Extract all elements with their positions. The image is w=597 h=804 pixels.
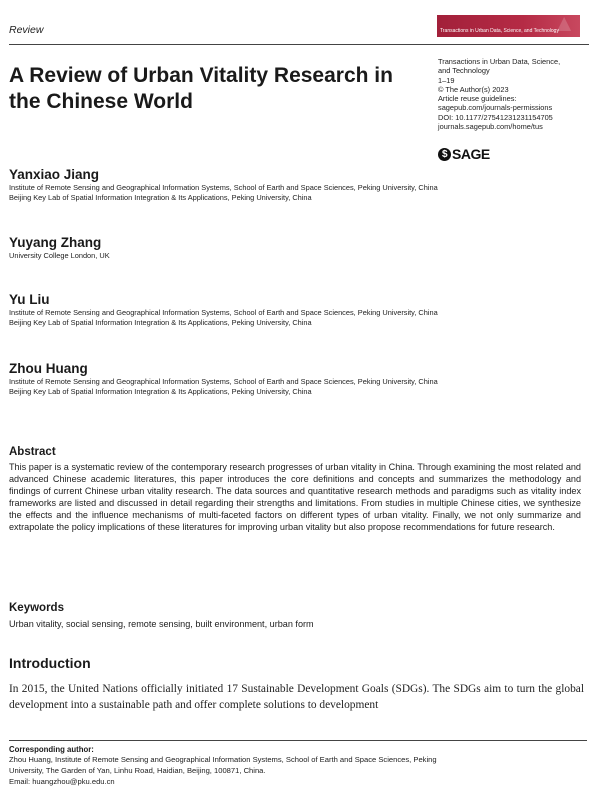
- author-name: Zhou Huang: [9, 361, 88, 376]
- author-affiliation: Institute of Remote Sensing and Geographical Information Systems, School of Earth and Space Sciences, Peking University, China: [9, 377, 438, 386]
- journal-home-link[interactable]: journals.sagepub.com/home/tus: [438, 122, 543, 132]
- meta-line: Article reuse guidelines:: [438, 94, 517, 104]
- article-type-label: Review: [9, 24, 44, 36]
- corresponding-email[interactable]: Email: huangzhou@pku.edu.cn: [9, 776, 115, 786]
- meta-copyright: © The Author(s) 2023: [438, 84, 509, 94]
- banner-decoration-icon: ▲: [552, 15, 576, 37]
- meta-line: and Technology: [438, 66, 490, 76]
- paper-title: A Review of Urban Vitality Research in the Chinese World: [9, 64, 393, 113]
- author-affiliation: Beijing Key Lab of Spatial Information Integration & Its Applications, Peking University, China: [9, 193, 312, 202]
- sage-logo-icon: $: [438, 148, 451, 161]
- author-block: [9, 167, 589, 203]
- publisher-logo-text: SAGE: [452, 146, 490, 162]
- abstract-text: This paper is a systematic review of the contemporary research progresses of urban vitality in China. Through examining the most related and advanced Chinese academic literatures, this paper introduces the core definitions and concepts and summarizes the methodology and findings of current Chinese urban vitality research. The data sources and quantitative research methods and paradigms such as vitality index frameworks are listed and discussed in detail regarding their strengths and limitations. From studies in multiple Chinese cities, we synthesize the effects and the influence mechanisms of multi-faceted factors on different types of urban vitality. Finally, we not only summarize and extrapolate the policy implications of these literatures for improving urban vitality but also propose recommendations for future research.: [9, 462, 581, 533]
- introduction-heading: Introduction: [9, 655, 91, 671]
- author-block: [9, 235, 589, 261]
- author-affiliation: Institute of Remote Sensing and Geographical Information Systems, School of Earth and Space Sciences, Peking University, China: [9, 308, 438, 317]
- meta-line: Transactions in Urban Data, Science,: [438, 57, 561, 66]
- author-affiliation: Beijing Key Lab of Spatial Information Integration & Its Applications, Peking University, China: [9, 387, 312, 396]
- abstract-heading: Abstract: [9, 446, 56, 458]
- doi-link[interactable]: DOI: 10.1177/27541231231154705: [438, 112, 553, 122]
- author-name: Yuyang Zhang: [9, 235, 102, 250]
- author-block: [9, 292, 589, 328]
- introduction-text: In 2015, the United Nations officially initiated 17 Sustainable Development Goals (SDGs). The SDGs aim to turn the global development into a sustainable path and offer complete solutions to development: [9, 683, 584, 711]
- header-divider: [9, 44, 589, 45]
- author-affiliation: Institute of Remote Sensing and Geographical Information Systems, School of Earth and Space Sciences, Peking University, China: [9, 183, 438, 192]
- meta-pages: 1–19: [438, 75, 455, 85]
- publisher-logo: [438, 146, 490, 162]
- author-affiliation: Beijing Key Lab of Spatial Information Integration & Its Applications, Peking University, China: [9, 318, 312, 327]
- permissions-link[interactable]: sagepub.com/journals-permissions: [438, 103, 553, 113]
- keywords-heading: Keywords: [9, 602, 64, 614]
- journal-banner-text: Transactions in Urban Data, Science, and Technology: [440, 28, 559, 34]
- author-affiliation: University College London, UK: [9, 251, 110, 260]
- footnote-divider: [9, 740, 587, 741]
- corresponding-author-label: Corresponding author:: [9, 745, 94, 754]
- author-block: [9, 361, 589, 397]
- corresponding-line: University, The Garden of Yan, Linhu Road, Haidian, Beijing, 100871, China.: [9, 765, 266, 775]
- journal-banner: [437, 15, 580, 37]
- journal-meta: [438, 57, 588, 131]
- corresponding-line: Zhou Huang, Institute of Remote Sensing and Geographical Information Systems, School of Earth and Space Sciences, Peking: [9, 755, 437, 764]
- keywords-text: Urban vitality, social sensing, remote sensing, built environment, urban form: [9, 619, 314, 629]
- author-name: Yanxiao Jiang: [9, 167, 100, 182]
- corresponding-author-details: [9, 755, 587, 787]
- author-name: Yu Liu: [9, 292, 50, 307]
